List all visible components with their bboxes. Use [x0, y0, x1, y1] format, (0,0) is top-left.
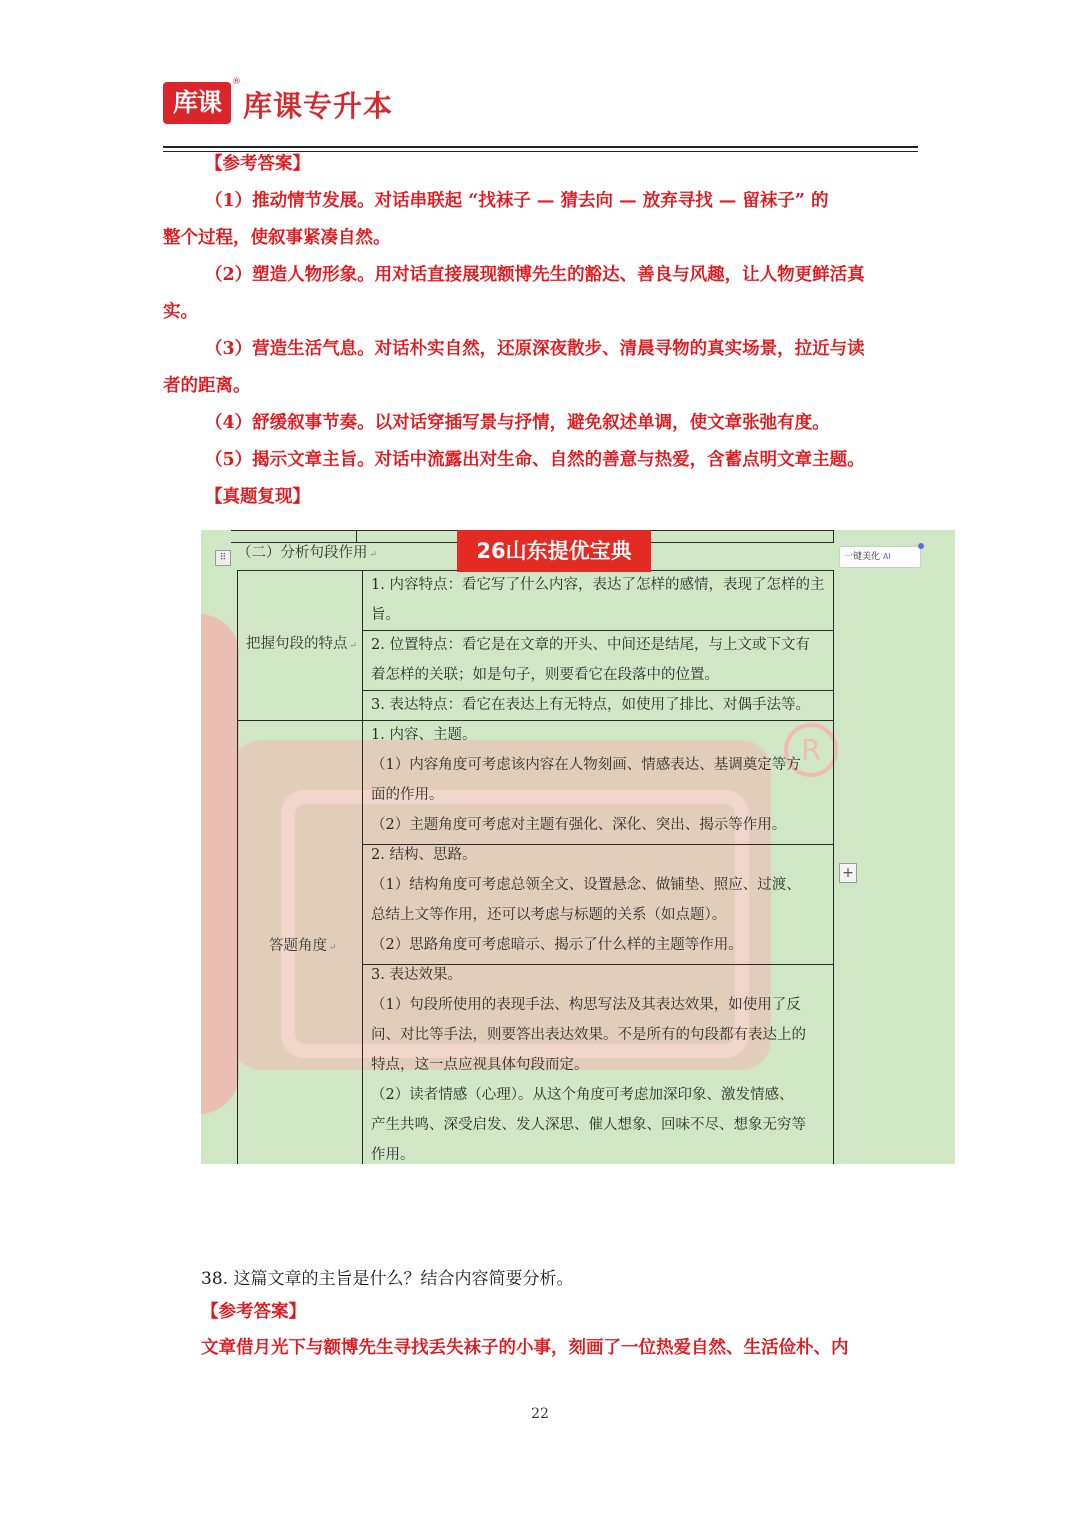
cell-line: 3. 表达特点：看它在表达上有无特点，如使用了排比、对偶手法等。 — [371, 697, 810, 713]
cell-line: 作用。 — [371, 1147, 415, 1163]
answer-item-3-cont: 者的距离。 — [163, 376, 251, 396]
table-line — [237, 570, 238, 1164]
answer-tag: 【参考答案】 — [205, 154, 310, 174]
cell-line: 1. 内容特点：看它写了什么内容，表达了怎样的感情，表现了怎样的主 — [371, 577, 825, 593]
page-number: 22 — [531, 1406, 549, 1422]
cell-line: 面的作用。 — [371, 787, 444, 803]
cell-line: （1）句段所使用的表现手法、构思写法及其表达效果，如使用了反 — [371, 997, 801, 1013]
review-tag: 【真题复现】 — [205, 487, 310, 507]
watermark-registered-icon: R — [784, 723, 838, 777]
cell-line: （1）结构角度可考虑总领全文、设置悬念、做铺垫、照应、过渡、 — [371, 877, 801, 893]
beautify-label: 一键美化 — [844, 552, 881, 562]
add-column-button[interactable]: + — [839, 863, 857, 883]
row-angles-content — [371, 720, 831, 1164]
cell-line: 2. 位置特点：看它是在文章的开头、中间还是结尾，与上文或下文有 — [371, 637, 810, 653]
cell-line: 3. 表达效果。 — [371, 967, 462, 983]
row-label-angles: 答题角度 ↵ — [269, 938, 337, 954]
answer-text-2: 文章借月光下与额博先生寻找丢失袜子的小事，刻画了一位热爱自然、生活俭朴、内 — [201, 1338, 849, 1358]
ai-badge: AI — [883, 552, 891, 561]
answer-item-2-cont: 实。 — [163, 302, 198, 322]
section-title: （二）分析句段作用 ↵ — [237, 545, 378, 561]
cell-line: （1）内容角度可考虑该内容在人物刻画、情感表达、基调奠定等方 — [371, 757, 801, 773]
cell-line: 总结上文等作用，还可以考虑与标题的关系（如点题）。 — [371, 907, 727, 923]
page-header — [163, 77, 918, 154]
answer-item-3: （3）营造生活气息。对话朴实自然，还原深夜散步、清晨寻物的真实场景，拉近与读 — [205, 339, 865, 359]
cell-line: 1. 内容、主题。 — [371, 727, 477, 743]
notification-dot-icon — [918, 543, 924, 549]
cell-line: （2）读者情感（心理）。从这个角度可考虑加深印象、激发情感、 — [371, 1087, 794, 1103]
answer-item-1-cont: 整个过程，使叙事紧凑自然。 — [163, 228, 391, 248]
answer-item-1: （1）推动情节发展。对话串联起 “找袜子 — 猜去向 — 放弃寻找 — 留袜子” 的 — [205, 191, 829, 211]
row-features-content — [371, 570, 831, 720]
cell-line: 问、对比等手法，则要答出表达效果。不是所有的句段都有表达上的 — [371, 1027, 806, 1043]
beautify-button[interactable] — [839, 546, 921, 568]
row-label-features: 把握句段的特点 ↵ — [246, 636, 358, 652]
cell-line: 旨。 — [371, 607, 400, 623]
table-line — [833, 530, 834, 542]
cell-line: （2）思路角度可考虑暗示、揭示了什么样的主题等作用。 — [371, 937, 743, 953]
table-line — [362, 570, 363, 1164]
brand-name: 库课专升本 — [243, 89, 394, 123]
cell-line: 2. 结构、思路。 — [371, 847, 477, 863]
cell-line: 特点，这一点应视具体句段而定。 — [371, 1057, 589, 1073]
answer-item-2: （2）塑造人物形象。用对话直接展现额博先生的豁达、善良与风趣，让人物更鲜活真 — [205, 265, 865, 285]
table-line — [833, 570, 834, 1164]
answer-tag-2: 【参考答案】 — [201, 1302, 306, 1322]
registered-mark: ® — [232, 77, 241, 87]
cell-line: （2）主题角度可考虑对主题有强化、深化、突出、揭示等作用。 — [371, 817, 787, 833]
answer-item-4: （4）舒缓叙事节奏。以对话穿插写景与抒情，避免叙述单调，使文章张弛有度。 — [205, 413, 830, 433]
table-move-handle-icon[interactable]: ⠿ — [215, 550, 231, 566]
cell-line: 着怎样的关联；如是句子，则要看它在段落中的位置。 — [371, 667, 719, 683]
cell-line: 产生共鸣、深受启发、发人深思、催人想象、回味不尽、想象无穷等 — [371, 1117, 806, 1133]
embedded-screenshot — [201, 530, 955, 1164]
logo: 库课 — [163, 82, 231, 124]
answer-item-5: （5）揭示文章主旨。对话中流露出对生命、自然的善意与热爱，含蓄点明文章主题。 — [205, 450, 865, 470]
question-38: 38. 这篇文章的主旨是什么？结合内容简要分析。 — [201, 1269, 574, 1289]
banner-title: 26山东提优宝典 — [457, 530, 651, 572]
